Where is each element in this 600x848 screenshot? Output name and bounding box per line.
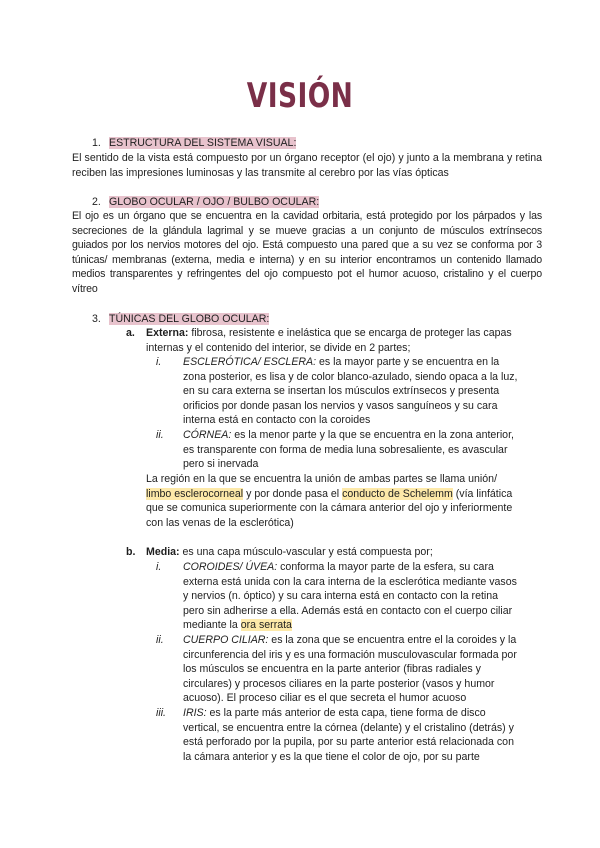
externa-note	[146, 472, 522, 530]
list-marker: i.	[156, 561, 162, 573]
term-name: CUERPO CILIAR:	[183, 634, 269, 646]
section-1-text: El sentido de la vista está compuesto por un órgano receptor (el ojo) y junto a la membrana y retina reciben las impresiones luminosas y las transmite al cerebro por las vías ópticas	[72, 152, 542, 179]
subsection-text: es una capa músculo-vascular y está compuesta por;	[179, 546, 433, 558]
term-text: es la mayor parte y se encuentra en la zona posterior, es lisa y de color blanco-azulado, siendo opaca a la luz, en su cara externa se insertan los músculos extrínsecos y presenta orificios por donde pasan los nervios y vasos sanguíneos y su cara interna está en contacto con la coroides	[183, 356, 518, 427]
list-marker: ii.	[156, 634, 164, 646]
term-text: conforma la mayor parte de la esfera, su cara externa está unida con la cara interna de la esclerótica mediante vasos y nervios (n. óptico) y su cara interna está en contacto con la retina pero sin adherirse a ella. Además está en contacto con el cuerpo ciliar mediante la	[183, 561, 517, 632]
note-text: y por donde pasa el	[243, 487, 343, 500]
list-marker: ii.	[156, 429, 164, 441]
list-marker: iii.	[156, 707, 167, 719]
list-item-cornea	[156, 428, 520, 472]
subsection-media	[126, 545, 526, 560]
highlight-limbo: limbo esclerocorneal	[146, 487, 244, 500]
section-1-title: ESTRUCTURA DEL SISTEMA VISUAL:	[109, 137, 297, 149]
subsection-text: fibrosa, resistente e inelástica que se encarga de proteger las capas internas y el contenido del interior, se divide en 2 partes;	[146, 327, 512, 354]
page-title: VISIÓN	[246, 76, 354, 116]
term-text: es la parte más anterior de esta capa, tiene forma de disco vertical, se encuentra entre la córnea (delante) y el cristalino (detrás) y está perforado por la pupila, por su parte anterior está relacionada con la cámara anterior y es la que tiene el color de ojo, por su parte	[183, 707, 514, 763]
note-text: (vía linfática que se comunica superiormente con la cámara anterior del ojo y inferiormente con las venas de la esclerótica)	[146, 487, 513, 529]
section-2-text: El ojo es un órgano que se encuentra en la cavidad orbitaria, está protegido por los párpados y las secreciones de la glándula lagrimal y se mueve gracias a un conjunto de músculos extrínsecos guiados por los nervios motores del ojo. Está compuesto una pared que a su vez se conforma por 3 túnicas/ membranas (externa, media e interna) y en su interior encontramos un contenido llamado medios transparentes y refringentes del ojo compuesto pot el humor acuoso, cristalino y el cuerpo vítreo	[72, 210, 542, 295]
subsection-marker: a.	[126, 327, 135, 339]
list-item-iris	[156, 706, 520, 764]
list-item-esclerotica	[156, 355, 520, 428]
subsection-label: Media:	[146, 546, 180, 558]
term-name: IRIS:	[183, 707, 207, 719]
term-name: ESCLERÓTICA/ ESCLERA:	[183, 356, 317, 368]
term-text: es la menor parte y la que se encuentra en la zona anterior, es transparente con forma de media luna sobresaliente, es avascular pero si inervada	[183, 429, 514, 471]
highlight-schelemm: conducto de Schelemm	[342, 487, 453, 500]
subsection-marker: b.	[126, 546, 136, 558]
section-3-title: TÚNICAS DEL GLOBO OCULAR:	[109, 313, 270, 325]
term-name: COROIDES/ ÚVEA:	[183, 561, 278, 573]
subsection-label: Externa:	[146, 327, 189, 339]
note-text: La región en la que se encuentra la unión de ambas partes se llama unión/	[146, 473, 498, 485]
list-item-coroides	[156, 560, 520, 633]
section-3-number: 3.	[92, 313, 101, 325]
subsection-externa	[126, 326, 516, 355]
section-3-heading	[92, 312, 269, 327]
section-2-number: 2.	[92, 196, 101, 208]
section-1-heading	[92, 136, 296, 151]
list-marker: i.	[156, 356, 162, 368]
term-text: es la zona que se encuentra entre el la coroides y la circunferencia del iris y es una formación musculovascular formada por los músculos se encuentra en la parte anterior (fibras radiales y circulares) y procesos ciliares en la parte posterior (vasos y humor acuoso). El proceso ciliar es el que secreta el humor acuoso	[183, 634, 517, 705]
section-2-title: GLOBO OCULAR / OJO / BULBO OCULAR:	[109, 196, 320, 208]
section-1-number: 1.	[92, 137, 101, 149]
highlight-ora-serrata: ora serrata	[240, 619, 292, 632]
term-name: CÓRNEA:	[183, 429, 232, 441]
section-2-heading	[92, 195, 319, 210]
list-item-cuerpo-ciliar	[156, 633, 520, 706]
